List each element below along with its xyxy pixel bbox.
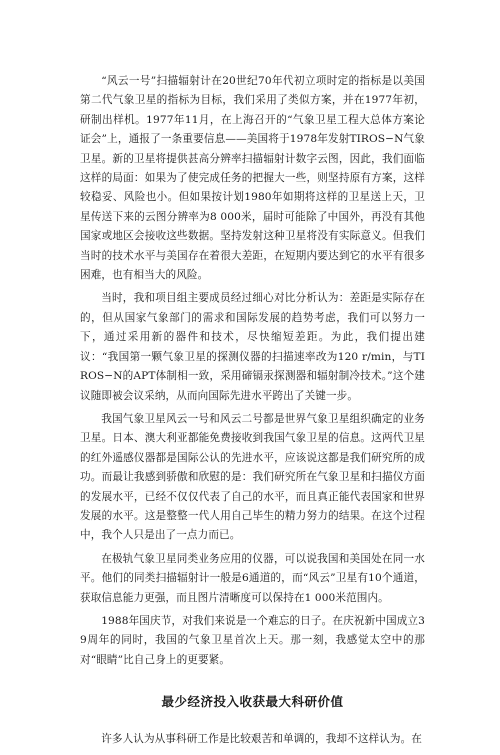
body-paragraph: 1988年国庆节，对我们来说是一个难忘的日子。在庆祝新中国成立39周年的同时，我国的气象卫星首次上天。那一刻，我感觉太空中的那对“眼睛”比自己身上的更要紧。 bbox=[80, 614, 425, 666]
body-paragraph: 我国气象卫星风云一号和风云二号都是世界气象卫星组织确定的业务卫星。日本、澳大利亚都能免费接收到我国气象卫星的信息。这两代卫星的红外遥感仪器都是国际公认的先进水平，应该说这都是我们研究所的成功。而最让我感到骄傲和欣慰的是：我们研究所在气象卫星和扫描仪方面的发展水平，已经不仅仅代表了自己的水平，而且真正能代表国家和世界发展的水平。这是整整一代人用自己毕生的精力努力的结果。在这个过程中，我个人只是出了一点力而已。 bbox=[80, 412, 425, 542]
document-page bbox=[80, 72, 425, 754]
body-paragraph: 当时，我和项目组主要成员经过细心对比分析认为：差距是实际存在的，但从国家气象部门的需求和国际发展的趋势考虑，我们可以努力一下，通过采用新的器件和技术，尽快缩短差距。为此，我们提出建议：“我国第一颗气象卫星的探测仪器的扫描速率改为120 r/min，与TIROS−N的APT体制相一致，采用碲镉汞探测器和辐射制冷技术。”这个建议随即被会议采纳，从而向国际先进水平跨出了关键一步。 bbox=[80, 292, 425, 402]
body-paragraph: “风云一号”扫描辐射计在20世纪70年代初立项时定的指标是以美国第二代气象卫星的指标为目标，我们采用了类似方案，并在1977年初，研制出样机。1977年11月，在上海召开的“气象卫星工程大总体方案论证会”上，通报了一条重要信息——美国将于1978年发射TIROS−N气象卫星。新的卫星将提供甚高分辨率扫描辐射计数字云图，因此，我们面临这样的局面：如果为了使完成任务的把握大一些，则坚持原有方案，这样较稳妥、风险也小。但如果按计划1980年如期将这样的卫星送上天，卫星传送下来的云图分辨率为8 000米，届时可能除了中国外，再没有其他国家或地区会接收这些数据。坚持发射这种卫星将没有实际意义。但我们当时的技术水平与美国存在着很大差距，在短期内要达到它的水平有很多困难，也有相当大的风险。 bbox=[80, 75, 425, 282]
body-paragraph: 许多人认为从事科研工作是比较艰苦和单调的，我却不这样认为。在 bbox=[101, 733, 422, 746]
section-heading: 最少经济投入收获最大科研价值 bbox=[161, 694, 344, 710]
body-paragraph: 在极轨气象卫星同类业务应用的仪器，可以说我国和美国处在同一水平。他们的同类扫描辐射计一般是6通道的，而“风云”卫星有10个通道，获取信息能力更强，而且图片清晰度可以保持在1 000米范围内。 bbox=[80, 552, 425, 604]
